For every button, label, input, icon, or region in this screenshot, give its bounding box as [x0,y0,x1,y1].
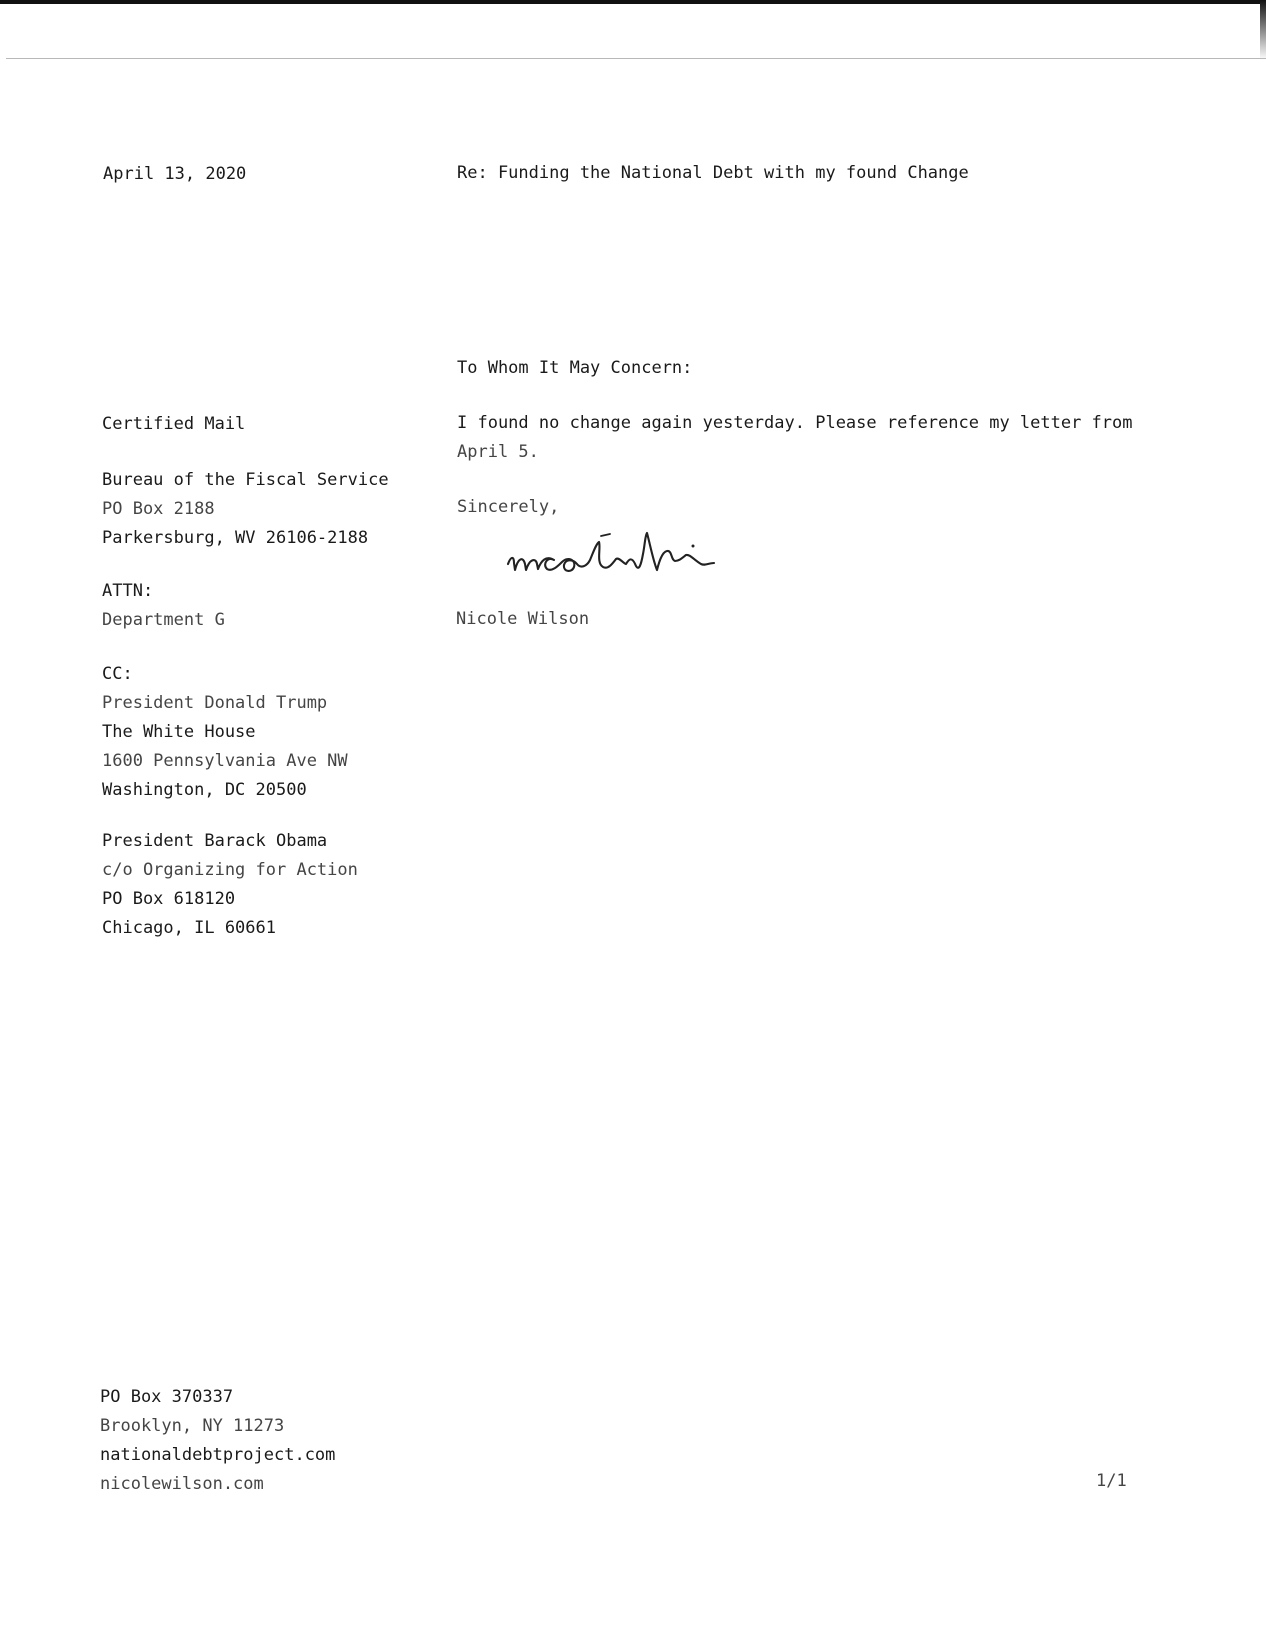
handwritten-signature [504,530,754,600]
letter-closing [457,493,559,522]
cc-line: President Donald Trump [102,693,328,713]
letter-date [103,160,246,189]
cc-line: c/o Organizing for Action [102,860,358,880]
cc-line: President Barack Obama [102,831,328,851]
cc-line: Washington, DC 20500 [102,780,307,800]
page-number [1096,1467,1127,1496]
scan-edge-corner [1260,0,1266,60]
subject-text: Re: Funding the National Debt with my found Change [457,163,969,183]
cc-recipient-2 [102,827,358,943]
cc-line: The White House [102,722,256,742]
salutation-text: To Whom It May Concern: [457,358,693,378]
body-line: April 5. [457,442,539,462]
recipient-name: Bureau of the Fiscal Service [102,470,389,490]
recipient-address-line: Parkersburg, WV 26106-2188 [102,528,369,548]
attn-value: Department G [102,610,225,630]
letter-body [457,409,1133,467]
recipient-delivery [102,410,245,439]
signer-name-text: Nicole Wilson [456,609,590,629]
delivery-method: Certified Mail [102,414,246,434]
cc-block [102,660,348,805]
page-number-text: 1/1 [1096,1471,1127,1491]
cc-label: CC: [102,664,133,684]
sender-website: nicolewilson.com [100,1474,264,1494]
date-text: April 13, 2020 [103,164,247,184]
sender-address-line: PO Box 370337 [100,1387,234,1407]
cc-line: 1600 Pennsylvania Ave NW [102,751,348,771]
body-line: I found no change again yesterday. Please reference my letter from [457,413,1133,433]
closing-text: Sincerely, [457,497,560,517]
recipient-address [102,466,389,553]
letter-subject [457,159,969,188]
sender-website: nationaldebtproject.com [100,1445,336,1465]
recipient-address-line: PO Box 2188 [102,499,215,519]
scan-edge [0,0,1266,4]
header-rule [6,58,1266,59]
sender-footer [100,1383,335,1499]
sender-address-line: Brooklyn, NY 11273 [100,1416,285,1436]
cc-line: Chicago, IL 60661 [102,918,276,938]
signer-name [456,605,589,634]
letter-salutation [457,354,692,383]
cc-line: PO Box 618120 [102,889,236,909]
recipient-attn [102,577,225,635]
attn-label: ATTN: [102,581,154,601]
